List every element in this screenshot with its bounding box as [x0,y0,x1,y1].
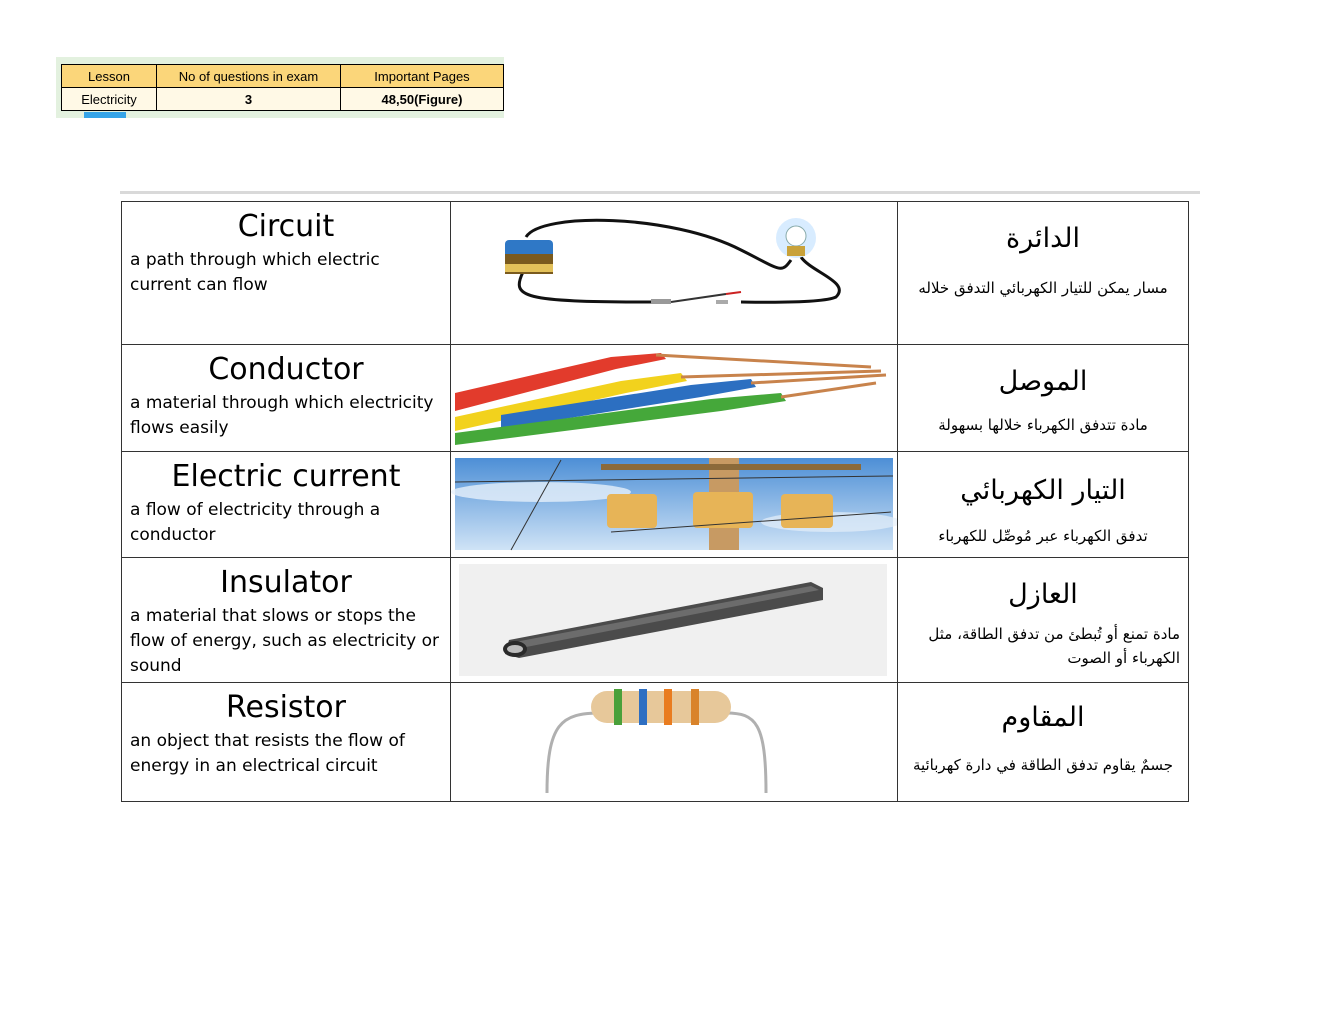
english-cell [122,345,451,452]
term-definition: a flow of electricity through a conductor [130,500,381,545]
image-cell [451,452,898,558]
power-pole-transformers-icon [451,452,897,556]
info-header-pages: Important Pages [341,65,504,88]
info-table [61,64,504,111]
arabic-definition: مسار يمكن للتيار الكهربائي التدفق خلاله [918,279,1168,297]
info-data-row [62,88,504,111]
info-questions-value: 3 [157,88,341,111]
circuit-battery-bulb-icon [451,202,897,343]
vocab-row-circuit [122,202,1189,345]
arabic-cell [898,683,1189,802]
info-pages-value: 48,50(Figure) [341,88,504,111]
info-header-row [62,65,504,88]
info-snippet [56,57,504,118]
image-cell [451,202,898,345]
arabic-cell [898,202,1189,345]
arabic-term: العازل [1008,579,1078,610]
info-header-questions: No of questions in exam [157,65,341,88]
arabic-term: الموصل [998,366,1088,397]
arabic-cell [898,345,1189,452]
term-definition: a path through which electric current can flow [130,250,380,295]
resistor-icon [451,683,897,800]
term-title: Conductor [208,352,364,387]
term-title: Circuit [237,209,335,244]
arabic-term: المقاوم [1001,702,1085,733]
info-lesson-value: Electricity [62,88,157,111]
info-header-lesson: Lesson [62,65,157,88]
copper-wires-icon [451,345,897,450]
arabic-cell [898,452,1189,558]
vocab-row-conductor [122,345,1189,452]
vocabulary-table [121,201,1189,802]
image-cell [451,558,898,683]
image-cell [451,345,898,452]
selection-marker [84,112,126,118]
vocab-row-resistor [122,683,1189,802]
image-cell [451,683,898,802]
arabic-definition: تدفق الكهرباء عبر مُوصِّل للكهرباء [938,527,1148,545]
term-title: Insulator [220,565,352,600]
term-title: Resistor [226,690,346,725]
term-definition: a material that slows or stops the flow of energy, such as electricity or sound [130,606,440,676]
arabic-term: التيار الكهربائي [960,475,1126,506]
arabic-definition: جسمٌ يقاوم تدفق الطاقة في دارة كهربائية [912,756,1174,774]
vocab-row-electric-current [122,452,1189,558]
arabic-definition: مادة تتدفق الكهرباء خلالها بسهولة [938,416,1148,434]
vocab-row-insulator [122,558,1189,683]
english-cell [122,452,451,558]
term-definition: a material through which electricity flows easily [130,393,434,438]
term-title: Electric current [171,459,401,494]
english-cell [122,558,451,683]
term-definition: an object that resists the flow of energy in an electrical circuit [130,731,405,776]
english-cell [122,683,451,802]
english-cell [122,202,451,345]
arabic-cell [898,558,1189,683]
arabic-term: الدائرة [1006,223,1080,254]
divider-line [120,191,1200,194]
rubber-tube-icon [451,558,897,681]
arabic-definition: مادة تمنع أو تُبطئ من تدفق الطاقة، مثل الكهرباء أو الصوت [928,625,1180,667]
